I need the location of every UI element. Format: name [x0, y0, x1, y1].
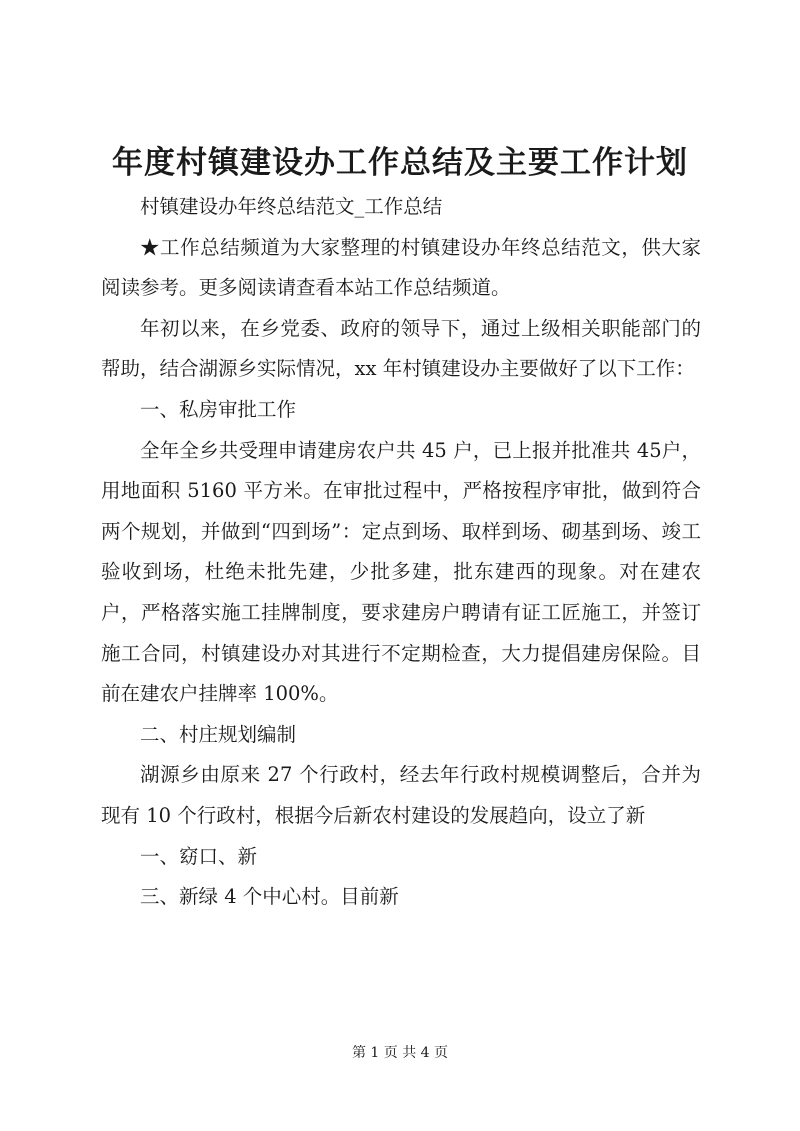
list-item-three: 三、新绿 4 个中心村。目前新 [140, 885, 399, 909]
document-body [101, 187, 701, 918]
private-housing-paragraph: 全年全乡共受理申请建房农户共 45 户，已上报并批准共 45户，用地面积 5160 平方米。在审批过程中，严格按程序审批，做到符合两个规划，并做到“四到场”：定点到场、取样到场、砌基到场、竣工验收到场，杜绝未批先建，少批多建，批东建西的现象。对在建农户，严格落实施工挂牌制度，要求建房户聘请有证工匠施工，并签订施工合同，村镇建设办对其进行不定期检查，大力提倡建房保险。目前在建农户挂牌率 100%。 [101, 438, 701, 706]
overview-paragraph: 年初以来，在乡党委、政府的领导下，通过上级相关职能部门的帮助，结合湖源乡实际情况，xx 年村镇建设办主要做好了以下工作： [101, 316, 701, 381]
village-planning-paragraph: 湖源乡由原来 27 个行政村，经去年行政村规模调整后，合并为现有 10 个行政村，根据今后新农村建设的发展趋向，设立了新 [101, 763, 701, 827]
page-footer: 第 1 页 共 4 页 [351, 1045, 449, 1061]
document-title: 年度村镇建设办工作总结及主要工作计划 [112, 145, 688, 181]
intro-paragraph: ★工作总结频道为大家整理的村镇建设办年终总结范文，供大家阅读参考。更多阅读请查看本站工作总结频道。 [101, 235, 701, 300]
subtitle-paragraph: 村镇建设办年终总结范文_工作总结 [140, 195, 443, 218]
list-item-one: 一、窈口、新 [140, 844, 258, 868]
section-heading-private-housing: 一、私房审批工作 [140, 397, 297, 421]
section-heading-village-planning: 二、村庄规划编制 [140, 722, 297, 746]
